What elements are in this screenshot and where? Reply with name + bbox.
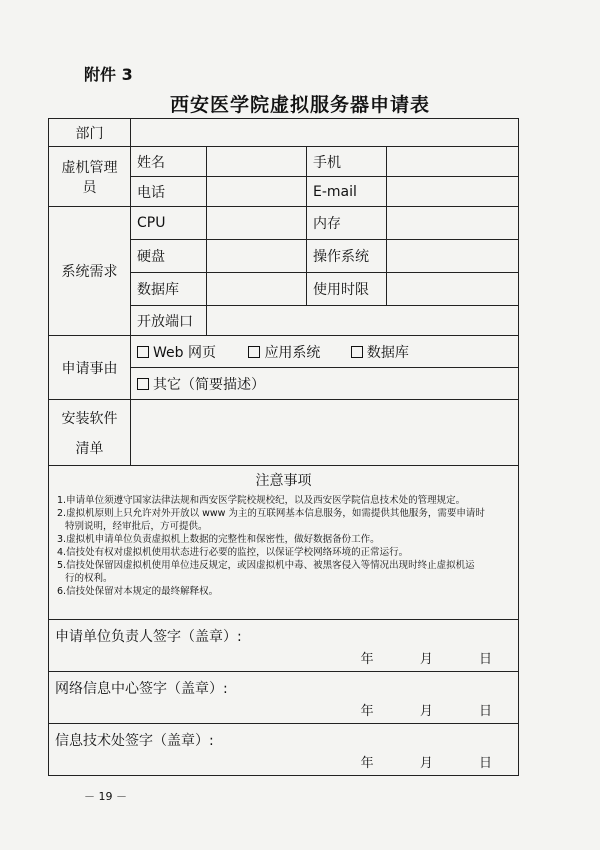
- checkbox-icon[interactable]: [137, 346, 149, 358]
- note-item: 行的权利。: [65, 573, 113, 584]
- software-list-field[interactable]: [131, 400, 519, 466]
- page-title: 西安医学院虚拟服务器申请表: [169, 94, 430, 116]
- date-year: 年: [360, 756, 374, 771]
- department-label: 部门: [49, 119, 131, 147]
- note-item: 2.虚拟机原则上只允许对外开放以 www 为主的互联网基本信息服务，如需提供其他服务，需要申请时: [57, 508, 485, 519]
- usage-time-field[interactable]: [387, 273, 519, 306]
- vm-admin-label: 虚机管理员: [49, 147, 131, 207]
- sig-applicant-row[interactable]: [49, 620, 519, 672]
- phone-field[interactable]: [207, 177, 307, 207]
- notes-list: [55, 490, 512, 600]
- request-options-row: [131, 336, 519, 368]
- cpu-label: CPU: [131, 207, 207, 240]
- email-label: E-mail: [307, 177, 387, 207]
- checkbox-icon[interactable]: [137, 378, 149, 390]
- option-app-system[interactable]: [248, 342, 320, 362]
- sig-network-center-label: 网络信息中心签字（盖章）:: [55, 681, 228, 697]
- software-list-label: [49, 400, 131, 466]
- database-label: 数据库: [131, 273, 207, 306]
- note-item: 特别说明，经审批后，方可提供。: [65, 521, 208, 532]
- option-web[interactable]: [137, 342, 216, 362]
- sig-it-dept-row[interactable]: [49, 724, 519, 776]
- date-day: 日: [478, 652, 492, 667]
- name-label: 姓名: [131, 147, 207, 177]
- option-other[interactable]: [137, 374, 265, 394]
- system-req-label: 系统需求: [49, 207, 131, 336]
- request-item-label: 申请事由: [49, 336, 131, 400]
- note-item: 5.信技处保留因虚拟机使用单位违反规定，或因虚拟机中毒、被黑客侵入等情况出现时终止虚拟机运: [57, 560, 475, 571]
- checkbox-icon[interactable]: [248, 346, 260, 358]
- os-label: 操作系统: [307, 240, 387, 273]
- phone-label: 电话: [131, 177, 207, 207]
- date-month: 月: [419, 652, 433, 667]
- attachment-label: 附件 3: [84, 65, 133, 84]
- sig-it-dept-label: 信息技术处签字（盖章）:: [55, 733, 214, 749]
- open-port-field[interactable]: [207, 306, 519, 336]
- option-database[interactable]: [351, 342, 409, 362]
- date-line: [319, 700, 492, 719]
- note-item: 3.虚拟机申请单位负责虚拟机上数据的完整性和保密性，做好数据备份工作。: [57, 534, 380, 545]
- disk-field[interactable]: [207, 240, 307, 273]
- date-year: 年: [360, 652, 374, 667]
- other-option-row: [131, 368, 519, 400]
- name-field[interactable]: [207, 147, 307, 177]
- date-day: 日: [478, 756, 492, 771]
- note-item: 1.申请单位须遵守国家法律法规和西安医学院校规校纪，以及西安医学院信息技术处的管理规定。: [57, 495, 466, 506]
- sig-network-center-row[interactable]: [49, 672, 519, 724]
- checkbox-icon[interactable]: [351, 346, 363, 358]
- database-field[interactable]: [207, 273, 307, 306]
- date-line: [319, 648, 492, 667]
- cpu-field[interactable]: [207, 207, 307, 240]
- date-day: 日: [478, 704, 492, 719]
- date-month: 月: [419, 756, 433, 771]
- date-line: [319, 752, 492, 771]
- page-number: － 19 －: [84, 790, 127, 803]
- memory-field[interactable]: [387, 207, 519, 240]
- usage-time-label: 使用时限: [307, 273, 387, 306]
- open-port-label: 开放端口: [131, 306, 207, 336]
- email-field[interactable]: [387, 177, 519, 207]
- department-field[interactable]: [131, 119, 519, 147]
- mobile-label: 手机: [307, 147, 387, 177]
- software-label-line1: 安装软件: [61, 410, 118, 427]
- disk-label: 硬盘: [131, 240, 207, 273]
- note-item: 4.信技处有权对虚拟机使用状态进行必要的监控，以保证学校网络环境的正常运行。: [57, 547, 409, 558]
- option-label: 其它（简要描述）: [153, 376, 265, 393]
- option-label: 应用系统: [264, 344, 321, 361]
- mobile-field[interactable]: [387, 147, 519, 177]
- sig-applicant-label: 申请单位负责人签字（盖章）:: [55, 629, 242, 645]
- option-label: Web 网页: [153, 344, 216, 361]
- notes-section: [49, 466, 519, 620]
- option-label: 数据库: [366, 344, 409, 361]
- notes-title: 注意事项: [255, 473, 312, 489]
- date-month: 月: [419, 704, 433, 719]
- software-label-line2: 清单: [75, 440, 104, 457]
- date-year: 年: [360, 704, 374, 719]
- application-form-table: [48, 118, 519, 776]
- os-field[interactable]: [387, 240, 519, 273]
- memory-label: 内存: [307, 207, 387, 240]
- note-item: 6.信技处保留对本规定的最终解释权。: [57, 586, 219, 597]
